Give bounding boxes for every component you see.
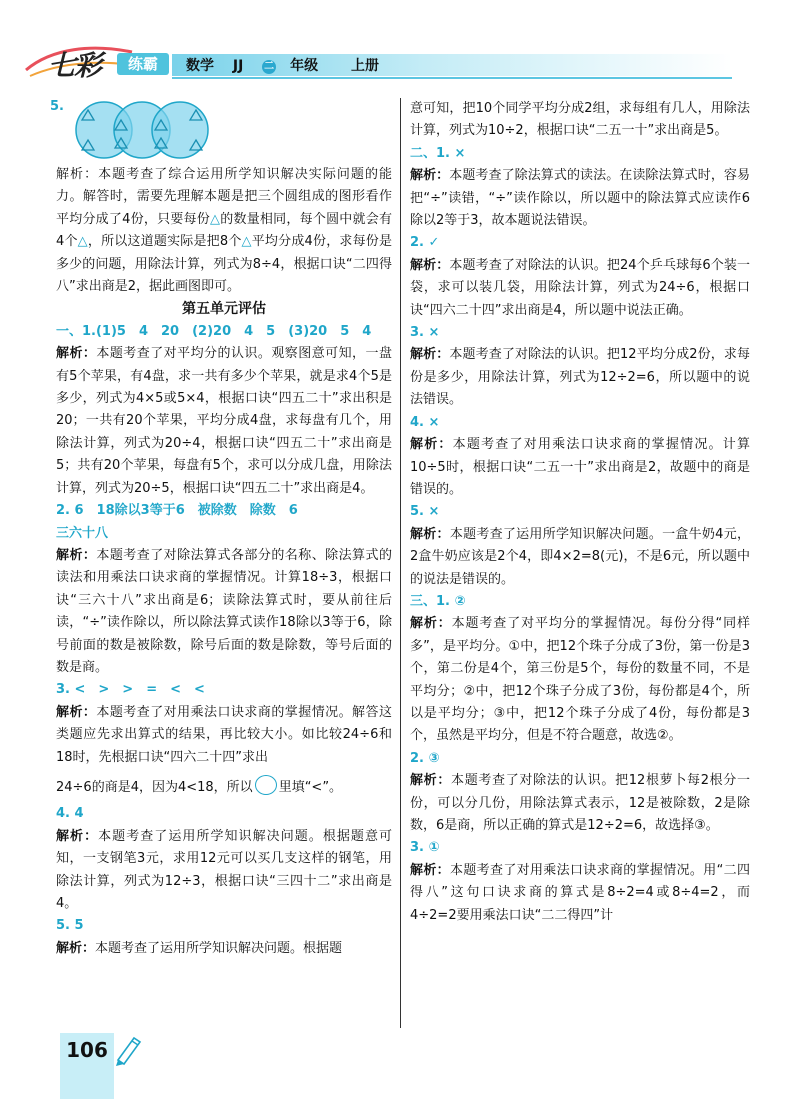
explanation: 解析：本题考查了对除法的认识。把12平均分成2份，求每份是多少，用除法计算，列式为12÷2=6，所以题中的说法错误。 bbox=[410, 347, 750, 408]
header-info bbox=[186, 55, 393, 75]
explanation: 解析：本题考查了运用所学知识解决问题。根据题意可知，一支钢笔3元，求用12元可以买几支这样的钢笔，用除法计算，列式为12÷3，根据口诀“三四十二”求出商是4。 bbox=[56, 828, 392, 911]
pencil-icon bbox=[112, 1032, 144, 1066]
explanation: 解析：本题考查了对平均分的掌握情况。每份分得“同样多”，是平均分。①中，把12个珠子分成了3份，第一份是3个，第二份是4个，第三份是5个，每份的数量不同，不是平均分；②中，把12个珠子分成了3份，每份都是4个，所以是平均分；③中，把12个珠子分成了4份，每份都是3个，虽然是平均分，但是不符合题意，故选②。 bbox=[410, 616, 750, 744]
logo-text: 七彩 bbox=[48, 49, 101, 82]
explanation: 解析：本题考查了综合运用所学知识解决实际问题的能力。解答时，需要先理解本题是把三个圆组成的图形看作平均分成了4份，只要每份△的数量相同，每个圆中就会有4个△，所以这道题实际是把8个△平均分成4份，求每份是多少的问题，用除法计算，列式为8÷4，根据口诀“二四得八”求出商是2，据此画图即可。 bbox=[56, 167, 392, 295]
explanation: 解析：本题考查了对除法算式各部分的名称、除法算式的读法和用乘法口诀求商的掌握情况。计算18÷3，根据口诀“三六十八”求出商是6；读除法算式时，要从前往后读，“÷”读作除以，所以除法算式读作18除以3等于6，除号前面的数是被除数，除号后面的数是除数，等号后面的数是商。 bbox=[56, 547, 392, 675]
triangle-icon: △ bbox=[77, 234, 88, 250]
volume: 上册 bbox=[351, 58, 380, 74]
explanation: 解析：本题考查了运用所学知识解决问题。根据题 bbox=[56, 940, 343, 956]
right-column bbox=[410, 98, 750, 927]
header-underline bbox=[172, 77, 732, 79]
answer: 一、1.(1)5 4 20 (2)20 4 5 (3)20 5 4 bbox=[56, 323, 372, 339]
answer: 3. ① bbox=[410, 840, 440, 856]
answer: 三六十八 bbox=[56, 525, 109, 541]
explanation: 24÷6的商是4，因为4<18，所以 里填“<”。 bbox=[56, 775, 392, 799]
page-number: 106 bbox=[60, 1033, 114, 1067]
blank-circle-icon bbox=[255, 775, 277, 795]
explanation: 意可知，把10个同学平均分成2组，求每组有几人，用除法计算，列式为10÷2，根据口诀“二五一十”求出商是5。 bbox=[410, 101, 750, 139]
explanation: 解析：本题考查了对用乘法口诀求商的掌握情况。解答这类题应先求出算式的结果，再比较大小。如比较24÷6和18时，先根据口诀“四六二十四”求出 bbox=[56, 704, 392, 765]
subject: 数学 bbox=[186, 58, 214, 74]
answer: 2. ✓ bbox=[410, 235, 440, 251]
answer: 4. × bbox=[410, 414, 440, 430]
question-number: 5. bbox=[50, 99, 64, 114]
answer: 3. < > > = < < bbox=[56, 682, 205, 698]
page-band bbox=[60, 1067, 114, 1099]
three-circles-triangles-icon bbox=[66, 98, 216, 162]
explanation: 解析：本题考查了运用所学知识解决问题。一盒牛奶4元，2盒牛奶应该是2个4，即4×2=8(元)，不是6元，所以题中的说法是错误的。 bbox=[410, 526, 750, 587]
answer: 2. ③ bbox=[410, 750, 440, 766]
answer: 5. 5 bbox=[56, 918, 84, 934]
explanation: 解析：本题考查了对用乘法口诀求商的掌握情况。计算10÷5时，根据口诀“二五一十”求出商是2，故题中的商是错误的。 bbox=[410, 437, 750, 497]
left-column bbox=[50, 98, 392, 960]
answer: 4. 4 bbox=[56, 806, 84, 822]
venn-diagram bbox=[50, 98, 392, 164]
explanation: 解析：本题考查了除法算式的读法。在读除法算式时，容易把“÷”读错，“÷”读作除以，所以题中的除法算式应读作6除以2等于3，故本题说法错误。 bbox=[410, 168, 750, 229]
triangle-icon: △ bbox=[241, 234, 252, 250]
grade: 二 年级 bbox=[264, 58, 319, 74]
section-title: 第五单元评估 bbox=[182, 301, 266, 318]
answer: 2. 6 18除以3等于6 被除数 除数 6 bbox=[56, 503, 298, 519]
answer: 5. × bbox=[410, 504, 440, 520]
explanation: 解析：本题考查了对除法的认识。把24个乒乓球每6个装一袋，求可以装几袋，用除法计算，列式为24÷6，根据口诀“四六二十四”求出商是4，所以题中说法正确。 bbox=[410, 257, 750, 318]
explanation: 解析：本题考查了对平均分的认识。观察图意可知，一盘有5个苹果，有4盘，求一共有多少个苹果，就是求4个5是多少，列式为4×5或5×4，根据口诀“四五二十”求出积是20；一共有20个苹果，平均分成4盘，求每盘有几个，用除法计算，列式为20÷4，根据口诀“四五二十”求出商是5；共有20个苹果，每盘有5个，求可以分成几盘，用除法计算，列式为20÷5，根据口诀“四五二十”求出商是4。 bbox=[56, 346, 392, 496]
column-divider bbox=[400, 98, 401, 1028]
answer: 三、1. ② bbox=[410, 593, 466, 609]
answer: 3. × bbox=[410, 325, 440, 341]
answer: 二、1. × bbox=[410, 145, 466, 161]
explanation: 解析：本题考查了对除法的认识。把12根萝卜每2根分一份，可以分几份，用除法算式表示，12是被除数，2是除数，6是商，所以正确的算式是12÷2=6，故选择③。 bbox=[410, 773, 750, 833]
explanation: 解析：本题考查了对用乘法口诀求商的掌握情况。用“二四得八”这句口诀求商的算式是8÷2=4或8÷4=2，而4÷2=2要用乘法口诀“二二得四”计 bbox=[410, 862, 750, 923]
logo-badge: 练霸 bbox=[117, 53, 169, 75]
grade-number: 二 bbox=[264, 61, 275, 72]
triangle-icon: △ bbox=[210, 211, 221, 227]
edition: JJ bbox=[232, 58, 244, 74]
page-header bbox=[0, 0, 800, 96]
